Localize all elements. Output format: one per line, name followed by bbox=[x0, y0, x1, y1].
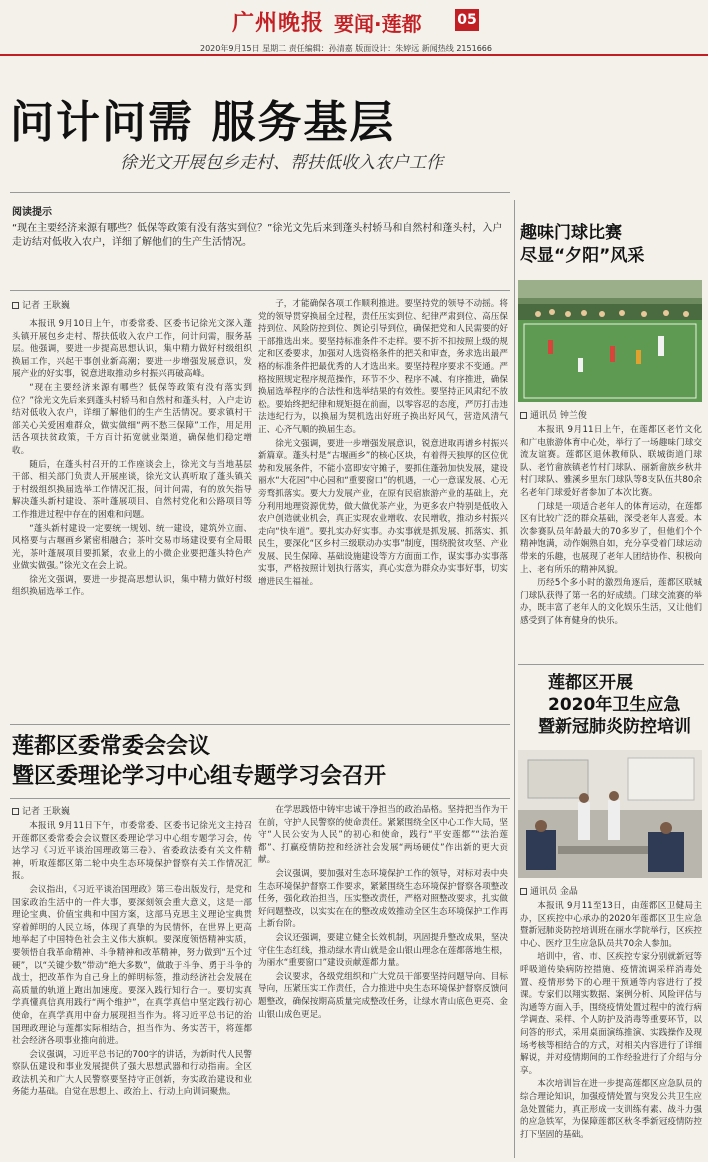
sidebar1-byline bbox=[520, 408, 587, 421]
dateline: 2020年9月15日 星期二 责任编辑：孙清嘉 版面设计：朱婷远 新闻热线 2151666 bbox=[200, 44, 492, 53]
sidebar2-title-line3: 暨新冠肺炎防控培训 bbox=[538, 717, 691, 737]
byline-square-icon bbox=[12, 302, 19, 309]
sidebar1-title-line1: 趣味门球比赛 bbox=[520, 223, 622, 243]
byline-square-icon bbox=[520, 412, 527, 419]
paragraph: 本报讯 9月10日上午，市委常委、区委书记徐光文深入蓬头镇开展包乡走村、帮扶低收入农户工作，问计问需，服务基层。他强调，要进一步提高思想认识，集中精力做好村级组织换届工作，兴起干事创业新高潮；要进一步增强发展意识，发展产业的好实事，锐意进取推动乡村振兴再破高峰。 bbox=[12, 319, 252, 380]
gateball-photo-illustration bbox=[518, 280, 702, 402]
lead-column-1 bbox=[12, 318, 252, 718]
paragraph: 会议强调，要加强对生态环境保护工作的领导，对标对表中央生态环境保护督察工作要求，紧紧围绕生态环境保护督察各项整改任务，强化政治担当，压实整改责任，严格对照整改要求，扎实做好问题整改，以实实在在的整改成效推动全区生态环境保护工作再上新台阶。 bbox=[258, 868, 508, 930]
second-headline-line1: 莲都区委常委会会议 bbox=[12, 734, 211, 759]
paragraph: 本报讯 9月11日下午，市委常委、区委书记徐光文主持召开莲都区委常委会会议暨区委理论学习中心组专题学习会，传达学习《习近平谈治国理政第三卷》、省委政法委有关文件精神，听取莲都区第二轮中央生态环境保护督察有关工作情况汇报。 bbox=[12, 821, 252, 882]
paragraph: 徐光文强调，要进一步增强发展意识，锐意进取再谱乡村振兴新篇章。蓬头村是“古堰画乡”的核心区块，有着得天独厚的区位优势和发展条件，不能小富即安守摊子，要抓住蓬勃加快发展，建设丽水“大花园”中心园和“重要窗口”的机遇，一心一意谋发展、心无旁骛抓落实。要大力发展产业，在原有民宿旅游产业的基础上，充分利用地理资源优势，做大做优茶产业，为更多农户特别是低收入农户创造就业机会，真正实现农业增收、农民增收，推动乡村振兴走向“快车道”。要扎实办好实事。办实事就是抓发展、抓落实、抓民生，要深化“区乡村三级联动办实事”制度，围绕脱贫攻坚、产业发展、民生保障、基础设施建设等方方面面工作，谋实事办实事落实事，严格按照计划执行落实，真心实意为群众办实事好事，切实增进民生福祉。 bbox=[258, 438, 508, 588]
divider bbox=[10, 724, 510, 725]
byline-text: 记者 王耿巍 bbox=[22, 301, 70, 311]
paragraph: 本次培训旨在进一步提高莲都区应急队员的综合理论知识，加强疫情处置与突发公共卫生应急处置能力，真正形成一支训练有素、战斗力强的应急铁军，为保障莲都区秋冬季新冠疫情防控打下坚固的基础。 bbox=[520, 1079, 702, 1140]
byline-square-icon bbox=[520, 888, 527, 895]
byline-text: 通讯员 金晶 bbox=[530, 887, 578, 897]
paragraph: 会议指出，《习近平谈治国理政》第三卷出版发行，是党和国家政治生活中的一件大事，要深刻领会重大意义，这是一部理论宝典、价值宝典和中国方案，这部马克思主义理论宝典贯穿着鲜明的人民立场，体现了真挚的为民情怀，在世界上更高地举起了中国特色社会主义伟大旗帜。要深度领悟精神实质，要领悟自我革命精神、斗争精神和改革精神，努力做到“五个过硬”，以“关键少数”带动“绝大多数”，做敢于斗争、勇于斗争的战士，把改革作为自己身上的鲜明标签，推动经济社会发展在高质量的轨道上跑出加速度。要深入践行知行合一。要切实真学真懂真信真用践行“两个维护”，在真学真信中坚定践行初心使命，在真学真用中奋力展现担当作为。将习近平总书记的治国理政理论与莲都实际相结合，担当作为、务实苦干，将莲都社会经济各项事业推向前进。 bbox=[12, 884, 252, 1047]
second-column-2 bbox=[258, 804, 508, 1158]
second-headline-line2: 暨区委理论学习中心组专题学习会召开 bbox=[12, 764, 387, 789]
divider bbox=[10, 798, 510, 799]
divider bbox=[10, 290, 510, 291]
sidebar2-title-line2: 2020年卫生应急 bbox=[548, 695, 681, 715]
second-byline bbox=[12, 804, 70, 817]
sidebar2-byline bbox=[520, 884, 578, 897]
second-column-1 bbox=[12, 820, 252, 1158]
paragraph: 徐光文强调，要进一步提高思想认识，集中精力做好村级组织换届选举工作。 bbox=[12, 574, 252, 598]
lead-column-2 bbox=[258, 298, 508, 718]
paragraph: 会议还强调，要建立健全长效机制，巩固提升整改成果，坚决守住生态红线，推动绿水青山就是金山银山理念在莲都落地生根，为丽水“重要窗口”建设贡献莲都力量。 bbox=[258, 932, 508, 969]
paragraph: 门球是一项适合老年人的体育运动，在莲都区有比较广泛的群众基础，深受老年人喜爱。本次参赛队员年龄最大的70多岁了，但他们个个精神饱满，动作娴熟自如，充分享受着门球运动带来的乐趣，也展现了老年人团结协作、积极向上、老有所乐的精神风貌。 bbox=[520, 501, 702, 575]
paragraph: 随后，在蓬头村召开的工作座谈会上，徐光文与当地基层干部、相关部门负责人开展座谈，徐光文认真听取了蓬头镇关于村级组织换届选举工作情况汇报，问计问需，有的放矢指导解决蓬头新村建设、茶叶蓬展项目、自然村党化和公路项目等工作推进过程中存在的困难和问题。 bbox=[12, 459, 252, 520]
paragraph: 本报讯 9月11日上午，在莲都区老竹文化和广电旅游体育中心处，举行了一场趣味门球交流友谊赛。莲都区退休教师队、联城街道门球队、老竹畲族镇老竹村门球队、丽新畲族乡秋井村门球队、雅溪乡里东门球队等8支队伍共80余名老年门球爱好者参加了本次比赛。 bbox=[520, 425, 702, 498]
paragraph: “现在主要经济来源有哪些？低保等政策有没有落实到位？”徐光文先后来到蓬头村轿马和自然村和蓬头村，入户走访结对低收入农户，详细了解他们的生产生活情况。要求镇村干部关心关爱困难群众，做实做细“两不愁三保障”工作，用足用活各项扶贫政策，千方百计拓宽就业渠道，确保他们稳定增收。 bbox=[12, 382, 252, 456]
byline-text: 记者 王耿巍 bbox=[22, 807, 70, 817]
sidebar1-title-line2: 尽显“夕阳”风采 bbox=[520, 246, 645, 266]
lead-subheadline: 徐光文开展包乡走村、帮扶低收入农户工作 bbox=[120, 153, 443, 173]
masthead-rule bbox=[0, 54, 708, 56]
newspaper-brand: 广州晚报 bbox=[232, 10, 325, 36]
paragraph: “蓬头新村建设一定要统一规划、统一建设，建筑外立面、风格要与古堰画乡紧密相融合；茶叶交易市场建设要有全局眼光，茶叶蓬展项目要抓紧，农业上的小微企业要把蓬头特色产业做实做强。”徐光文在会上说。 bbox=[12, 523, 252, 572]
paragraph: 会议强调，习近平总书记的700字的讲话，为新时代人民警察队伍建设和事业发展提供了强大思想武器和行动指南。全区政法机关和广大人民警察要坚持守正创新，夯实政治建设和业务能力基础。自觉在思想上、政治上、行动上向训词聚焦。 bbox=[12, 1049, 252, 1098]
lead-headline: 问计问需 服务基层 bbox=[10, 97, 396, 148]
column-divider bbox=[514, 200, 515, 1158]
sidebar2-body bbox=[520, 900, 702, 1158]
section-name: 要闻·莲都 bbox=[334, 12, 422, 36]
paragraph: 培训中，省、市、区疾控专家分别就新冠等呼吸道传染病防控措施、疫情流调采样消毒处置、疫情形势下的心理干预通等内容进行了授课。专家们以翔实数据、案例分析、风险评估与沟通等方面入手，围绕疫情处置过程中的流行病学调查、采样、个人防护及消毒等重要环节，以问答的形式，采用桌面演练推演、实践操作及现场考核等相结合的方式，对相关内容进行了详细解说，并对疫情期间的工作经验进行了介绍与分享。 bbox=[520, 952, 702, 1076]
reading-guide-text: “现在主要经济来源有哪些？低保等政策有没有落实到位？”徐光文先后来到蓬头村轿马和自然村和蓬头村，入户走访结对低收入农户，详细了解他们的生产生活情况。 bbox=[12, 223, 503, 248]
gateball-photo bbox=[518, 280, 702, 402]
sidebar2-title-line1: 莲都区开展 bbox=[548, 673, 633, 693]
reading-guide-label: 阅读提示 bbox=[12, 207, 52, 218]
byline-text: 通讯员 钟兰俊 bbox=[530, 411, 587, 421]
paragraph: 历经5个多小时的激烈角逐后，莲都区联城门球队获得了第一名的好成绩。门球交流赛的举办，既丰富了老年人的文化娱乐生活，又让他们感受到了体育健身的快乐。 bbox=[520, 578, 702, 626]
training-photo-illustration bbox=[518, 750, 702, 878]
paragraph: 在学思践悟中铸牢忠诚干净担当的政治品格。坚持把当作为干在前，守护人民警察的使命责任。紧紧围绕全区中心工作大局，坚守“人民公安为人民”的初心和使命，践行“平安莲都”“法治莲都”、打赢疫情防控和经济社会发展“两场硬仗”作出新的更大贡献。 bbox=[258, 805, 508, 866]
divider bbox=[518, 664, 704, 665]
paragraph: 子，才能确保各项工作顺利推进。要坚持党的领导不动摇。将党的领导贯穿换届全过程，责任压实到位、纪律严肃到位、高压保持到位、风险防控到位、舆论引导到位，确保把党和人民需要的好干部推选出来。要坚持标准条件不走样。要不折不扣按照上级的规定和区委要求，加强对人选资格条件的把关和审查，务求选出最严格的标准条件把最优秀的人才选出来。要坚持程序要求不变通。严格按照规定程序规范操作，环节不少、程序不减、有序推进，确保换届选举程序的合法性和选举结果的有效性。要坚持正风肃纪不放松。要始终把纪律和规矩挺在前面，以零容忍的态度，严厉打击违法违纪行为，以换届为契机选出好班子换出好风气，营造风清气正、心齐气顺的换届生态。 bbox=[258, 299, 508, 435]
training-photo bbox=[518, 750, 702, 878]
sidebar1-body bbox=[520, 424, 702, 656]
byline-square-icon bbox=[12, 808, 19, 815]
page-number-badge: 05 bbox=[455, 9, 479, 31]
paragraph: 会议要求，各级党组织和广大党员干部要坚持问题导向、目标导向，压紧压实工作责任，合力推进中央生态环境保护督察反馈问题整改，确保按期高质量完成整改任务，让绿水青山底色更亮、金山银山成色更足。 bbox=[258, 971, 508, 1020]
lead-byline bbox=[12, 298, 70, 311]
paragraph: 本报讯 9月11至13日，由莲都区卫健局主办，区疾控中心承办的2020年莲都区卫生应急暨新冠肺炎防控培训班在丽水学院举行，区疾控中心、医疗卫生应急队员共70余人参加。 bbox=[520, 901, 702, 949]
divider bbox=[10, 192, 510, 193]
